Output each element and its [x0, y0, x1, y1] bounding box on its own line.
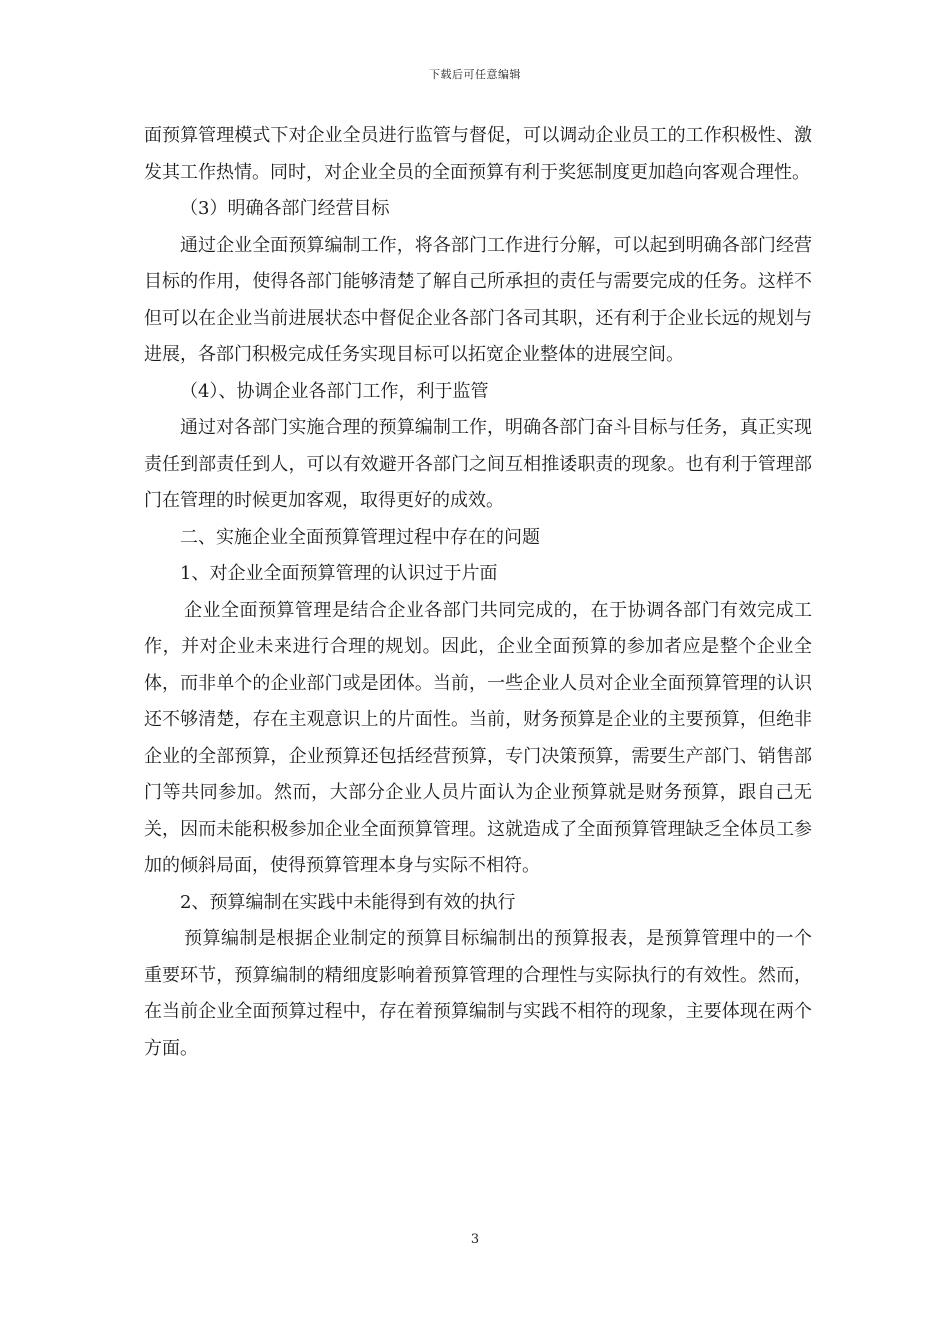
page-header: 下载后可任意编辑: [429, 68, 521, 81]
paragraph-continuation: 面预算管理模式下对企业全员进行监管与督促，可以调动企业员工的工作积极性、激发其工作热情。同时，对企业全员的全面预算有利于奖惩制度更加趋向客观合理性。: [144, 125, 812, 183]
document-body: [144, 118, 812, 1067]
subsection-heading-4: （4）、协调企业各部门工作，利于监管: [180, 380, 489, 402]
paragraph: 预算编制是根据企业制定的预算目标编制出的预算报表，是预算管理中的一个重要环节，预算编制的精细度影响着预算管理的合理性与实际执行的有效性。然而，在当前企业全面预算过程中，存在着预算编制与实践不相符的现象，主要体现在两个方面。: [144, 928, 812, 1059]
page-number: 3: [470, 1232, 480, 1247]
subsection-heading-3: （3）明确各部门经营目标: [180, 198, 390, 219]
paragraph: 通过对各部门实施合理的预算编制工作，明确各部门奋斗目标与任务，真正实现责任到部责任到人，可以有效避开各部门之间互相推诿职责的现象。也有利于管理部门在管理的时候更加客观，取得更好的成效。: [144, 417, 812, 511]
subsection-heading-2: 2、预算编制在实践中未能得到有效的执行: [180, 891, 516, 913]
subsection-heading-1: 1、对企业全面预算管理的认识过于片面: [180, 563, 498, 584]
paragraph: 企业全面预算管理是结合企业各部门共同完成的，在于协调各部门有效完成工作，并对企业未来进行合理的规划。因此，企业全面预算的参加者应是整个企业全体，而非单个的企业部门或是团体。当前，一些企业人员对企业全面预算管理的认识还不够清楚，存在主观意识上的片面性。当前，财务预算是企业的主要预算，但绝非企业的全部预算，企业预算还包括经营预算，专门决策预算，需要生产部门、销售部门等共同参加。然而，大部分企业人员片面认为企业预算就是财务预算，跟自己无关，因而未能积极参加企业全面预算管理。这就造成了全面预算管理缺乏全体员工参加的倾斜局面，使得预算管理本身与实际不相符。: [144, 599, 812, 876]
paragraph: 通过企业全面预算编制工作，将各部门工作进行分解，可以起到明确各部门经营目标的作用，使得各部门能够清楚了解自己所承担的责任与需要完成的任务。这样不但可以在企业当前进展状态中督促企业各部门各司其职，还有利于企业长远的规划与进展，各部门积极完成任务实现目标可以拓宽企业整体的进展空间。: [144, 234, 812, 365]
section-heading: 二、实施企业全面预算管理过程中存在的问题: [180, 526, 540, 548]
